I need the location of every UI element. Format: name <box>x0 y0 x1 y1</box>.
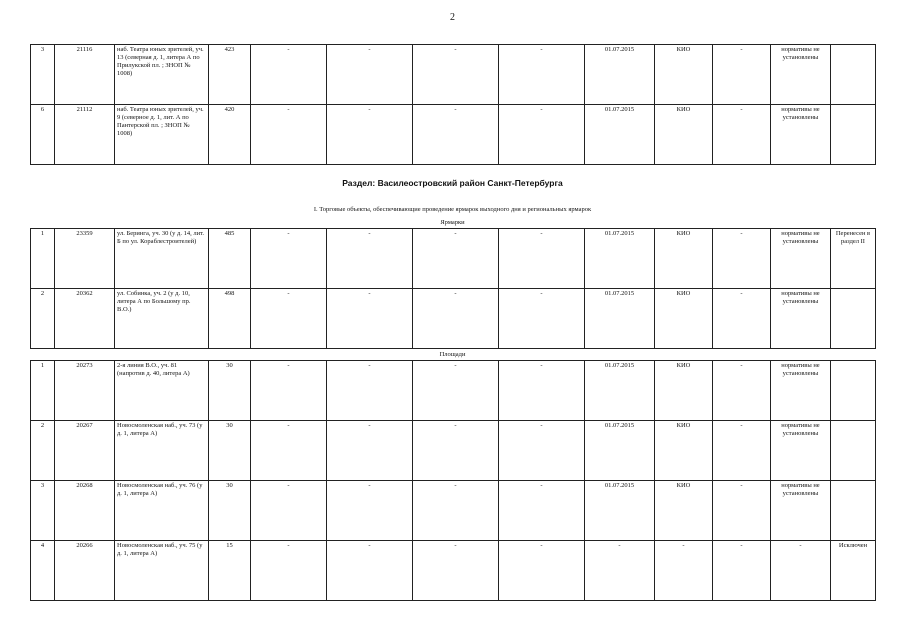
table-cell: - <box>413 541 499 601</box>
table-cell: - <box>251 45 327 105</box>
table-cell: 423 <box>209 45 251 105</box>
table-cell: 01.07.2015 <box>585 361 655 421</box>
table-cell: - <box>585 541 655 601</box>
table-cell: 2 <box>31 289 55 349</box>
table-cell: - <box>251 541 327 601</box>
table-cell: - <box>413 421 499 481</box>
table-row <box>31 421 876 481</box>
table-cell: 30 <box>209 481 251 541</box>
table-cell: 30 <box>209 361 251 421</box>
table-cell: - <box>251 361 327 421</box>
table-cell: КИО <box>655 45 713 105</box>
table-cell <box>831 361 876 421</box>
table-cell <box>831 481 876 541</box>
table-cell: КИО <box>655 481 713 541</box>
table-cell: - <box>713 105 771 165</box>
table-row <box>31 361 876 421</box>
table-row <box>31 105 876 165</box>
section-title: Раздел: Василеостровский район Санкт-Петербурга <box>342 178 563 188</box>
table-cell: - <box>655 541 713 601</box>
table-cell: 21116 <box>55 45 115 105</box>
table-cell: - <box>499 481 585 541</box>
table-cell: - <box>251 481 327 541</box>
table-cell: 3 <box>31 45 55 105</box>
table-row <box>31 229 876 289</box>
table-cell: - <box>327 45 413 105</box>
table-cell: КИО <box>655 289 713 349</box>
table-cell: 01.07.2015 <box>585 421 655 481</box>
table-cell: Исключен <box>831 541 876 601</box>
table-cell <box>831 421 876 481</box>
table-cell: 20268 <box>55 481 115 541</box>
table-cell <box>831 289 876 349</box>
table-cell: нормативы не установлены <box>771 361 831 421</box>
table-cell: 4 <box>31 541 55 601</box>
table-cell: 1 <box>31 229 55 289</box>
table-cell: 20266 <box>55 541 115 601</box>
table-cell: нормативы не установлены <box>771 289 831 349</box>
table-cell: - <box>413 45 499 105</box>
table-cell: нормативы не установлены <box>771 481 831 541</box>
table-cell: - <box>499 361 585 421</box>
table-fairs <box>30 228 876 349</box>
table-cell: 01.07.2015 <box>585 481 655 541</box>
table-cell: - <box>413 105 499 165</box>
table-cell: Новосмоленская наб., уч. 73 (у д. 1, литера А) <box>115 421 209 481</box>
table-cell: - <box>413 229 499 289</box>
table-cell: - <box>251 229 327 289</box>
table-cell: - <box>251 105 327 165</box>
table-cell: ул. Беринга, уч. 30 (у д. 14, лит. Б по ул. Кораблестроителей) <box>115 229 209 289</box>
table-cell: 498 <box>209 289 251 349</box>
table-cell: - <box>251 421 327 481</box>
page-number: 2 <box>450 12 455 23</box>
table-row <box>31 541 876 601</box>
table-row <box>31 289 876 349</box>
table-cell: 1 <box>31 361 55 421</box>
table-cell <box>831 45 876 105</box>
table-cell: - <box>713 361 771 421</box>
table-cell: Перенесен в раздел II <box>831 229 876 289</box>
table-cell: - <box>713 481 771 541</box>
table-cell: нормативы не установлены <box>771 229 831 289</box>
table-cell: - <box>327 421 413 481</box>
table-cell: ул. Собинка, уч. 2 (у д. 10, литера А по Большому пр. В.О.) <box>115 289 209 349</box>
table-cell: Новосмоленская наб., уч. 75 (у д. 1, литера А) <box>115 541 209 601</box>
table-cell: 01.07.2015 <box>585 229 655 289</box>
table-cell: - <box>713 541 771 601</box>
table-cell: нормативы не установлены <box>771 105 831 165</box>
table-cell: - <box>499 289 585 349</box>
table-cell: - <box>499 45 585 105</box>
table-cell: 30 <box>209 421 251 481</box>
table-cell: - <box>327 105 413 165</box>
table-cell: 15 <box>209 541 251 601</box>
table-cell: 6 <box>31 105 55 165</box>
table-row <box>31 481 876 541</box>
subtitle: I. Торговые объекты, обеспечивающие проведение ярмарок выходного дня и региональных ярмарок <box>313 206 592 213</box>
table-cell: 420 <box>209 105 251 165</box>
table-cell: КИО <box>655 105 713 165</box>
table-cell: 01.07.2015 <box>585 289 655 349</box>
table-cell: - <box>327 361 413 421</box>
table-cell: нормативы не установлены <box>771 421 831 481</box>
table-cell: - <box>713 229 771 289</box>
table-cell: 23359 <box>55 229 115 289</box>
table-row <box>31 45 876 105</box>
table-cell: наб. Театра юных зрителей, уч. 13 (северная д. 1, литера А по Прилукской пл. ; ЗНОП № 1008) <box>115 45 209 105</box>
table-cell: нормативы не установлены <box>771 45 831 105</box>
table-cell: - <box>771 541 831 601</box>
table-cell: - <box>327 289 413 349</box>
table-cell <box>831 105 876 165</box>
table-cell: 20362 <box>55 289 115 349</box>
table-cell: 2 <box>31 421 55 481</box>
group-label-fairs: Ярмарки <box>440 219 465 226</box>
table-cell: - <box>499 421 585 481</box>
table-cell: КИО <box>655 421 713 481</box>
table-cell: - <box>413 361 499 421</box>
table-cell: - <box>413 289 499 349</box>
table-cell: 20273 <box>55 361 115 421</box>
table-cell: 01.07.2015 <box>585 45 655 105</box>
table-cell: - <box>499 541 585 601</box>
table-cell: - <box>713 45 771 105</box>
table-cell: - <box>713 289 771 349</box>
table-cell: - <box>251 289 327 349</box>
table-cell: - <box>327 481 413 541</box>
table-cell: - <box>327 541 413 601</box>
table-cell: 2-я линия В.О., уч. 81 (напротив д. 40, литера А) <box>115 361 209 421</box>
table-cell: - <box>713 421 771 481</box>
group-label-squares: Площади <box>439 351 466 358</box>
table-cell: Новосмоленская наб., уч. 76 (у д. 1, литера А) <box>115 481 209 541</box>
table-cell: - <box>499 105 585 165</box>
table-cell: КИО <box>655 361 713 421</box>
table-cell: - <box>499 229 585 289</box>
table-cell: КИО <box>655 229 713 289</box>
table-cell: 21112 <box>55 105 115 165</box>
table-squares <box>30 360 876 601</box>
table-cell: - <box>327 229 413 289</box>
table-cell: - <box>413 481 499 541</box>
table-cell: 3 <box>31 481 55 541</box>
table-cell: 01.07.2015 <box>585 105 655 165</box>
table-cell: наб. Театра юных зрителей, уч. 9 (северное д. 1, лит. А по Пантерской пл. ; ЗНОП № 1008) <box>115 105 209 165</box>
table-top <box>30 44 876 165</box>
table-cell: 20267 <box>55 421 115 481</box>
table-cell: 485 <box>209 229 251 289</box>
